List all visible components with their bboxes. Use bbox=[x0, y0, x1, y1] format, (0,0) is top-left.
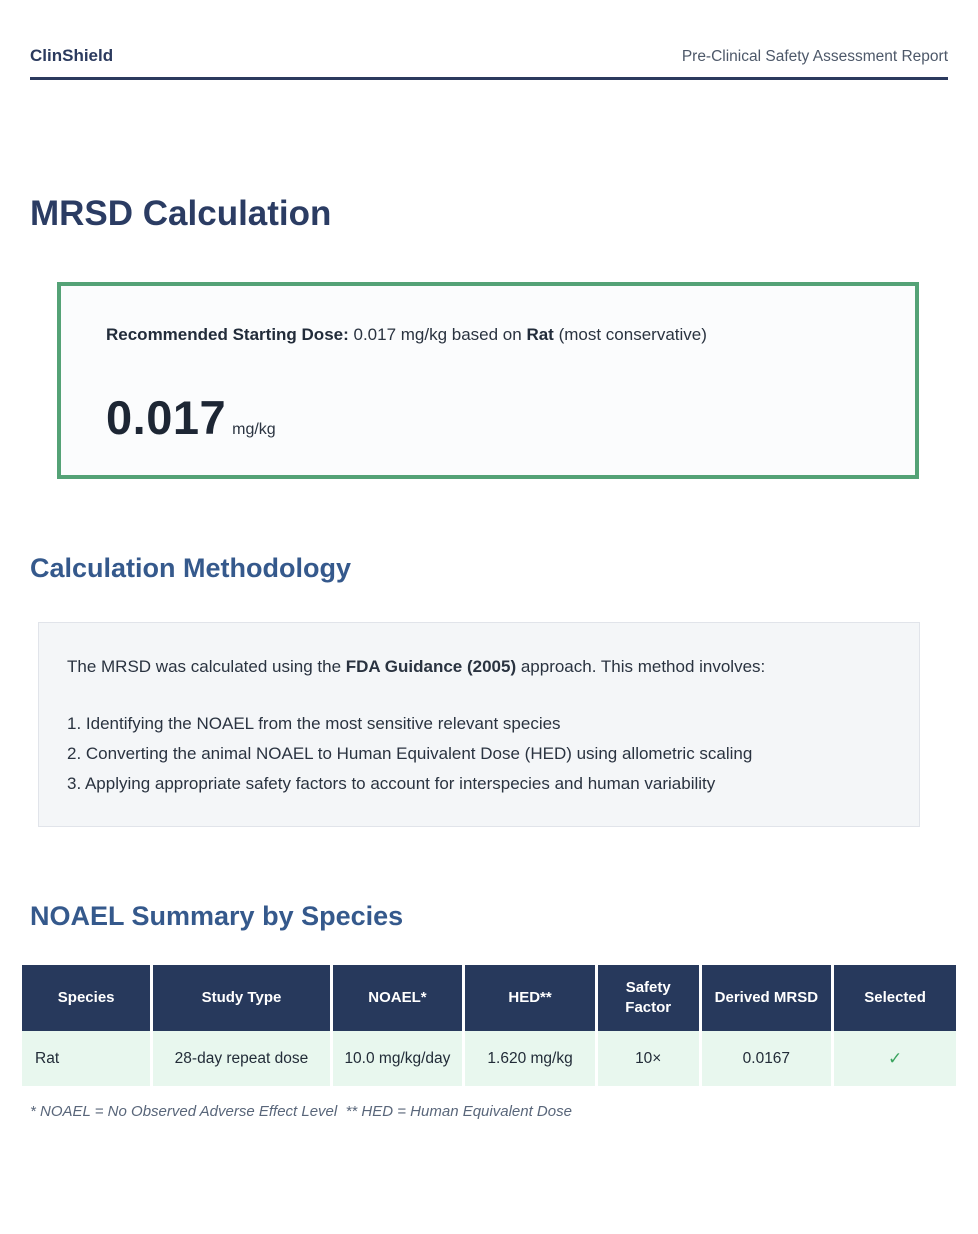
noael-summary-table bbox=[22, 965, 956, 1086]
recommended-dose-text: 0.017 mg/kg based on bbox=[348, 325, 527, 344]
bottom-spacer bbox=[30, 1120, 948, 1180]
table-header-row bbox=[22, 965, 956, 1031]
page-title: MRSD Calculation bbox=[30, 194, 332, 233]
report-subtitle: Pre-Clinical Safety Assessment Report bbox=[681, 48, 948, 65]
methodology-guidance: FDA Guidance (2005) bbox=[345, 657, 517, 677]
col-header-species: Species bbox=[22, 965, 152, 1031]
table-footnote: * NOAEL = No Observed Adverse Effect Level ** HED = Human Equivalent Dose bbox=[30, 1103, 572, 1121]
methodology-steps bbox=[67, 709, 889, 799]
section-heading-noael-summary: NOAEL Summary by Species bbox=[30, 901, 404, 932]
methodology-intro-prefix: The MRSD was calculated using the bbox=[67, 657, 346, 677]
cell-hed: 1.620 mg/kg bbox=[464, 1031, 597, 1086]
col-header-derived-mrsd: Derived MRSD bbox=[700, 965, 833, 1031]
dose-unit: mg/kg bbox=[232, 421, 276, 439]
methodology-box bbox=[38, 622, 920, 827]
col-header-safety-factor: Safety Factor bbox=[596, 965, 700, 1031]
recommended-species: Rat bbox=[526, 325, 554, 344]
methodology-step-1: 1. Identifying the NOAEL from the most sensitive relevant species bbox=[67, 714, 561, 734]
report-header bbox=[30, 0, 948, 80]
recommended-dose-qualifier: (most conservative) bbox=[553, 325, 707, 344]
cell-species: Rat bbox=[22, 1031, 152, 1086]
col-header-study-type: Study Type bbox=[152, 965, 331, 1031]
dose-value-row bbox=[106, 390, 870, 445]
methodology-step-3: 3. Applying appropriate safety factors to account for interspecies and human variability bbox=[67, 774, 716, 794]
methodology-step-2: 2. Converting the animal NOAEL to Human Equivalent Dose (HED) using allometric scaling bbox=[67, 744, 753, 764]
recommended-dose-box bbox=[57, 282, 919, 479]
brand-name: ClinShield bbox=[30, 46, 114, 65]
methodology-intro-suffix: approach. This method involves: bbox=[516, 657, 766, 677]
recommended-dose-summary bbox=[106, 322, 870, 348]
col-header-selected: Selected bbox=[833, 965, 956, 1031]
table-row bbox=[22, 1031, 956, 1086]
section-heading-methodology: Calculation Methodology bbox=[30, 553, 351, 584]
dose-value: 0.017 bbox=[106, 391, 227, 445]
methodology-intro bbox=[67, 652, 889, 682]
selected-check-icon: ✓ bbox=[833, 1031, 956, 1086]
recommended-dose-label: Recommended Starting Dose: bbox=[106, 325, 349, 344]
col-header-hed: HED** bbox=[464, 965, 597, 1031]
cell-derived-mrsd: 0.0167 bbox=[700, 1031, 833, 1086]
cell-noael: 10.0 mg/kg/day bbox=[331, 1031, 464, 1086]
noael-table-wrap bbox=[22, 965, 956, 1086]
cell-study-type: 28-day repeat dose bbox=[152, 1031, 331, 1086]
col-header-noael: NOAEL* bbox=[331, 965, 464, 1031]
cell-safety-factor: 10× bbox=[596, 1031, 700, 1086]
